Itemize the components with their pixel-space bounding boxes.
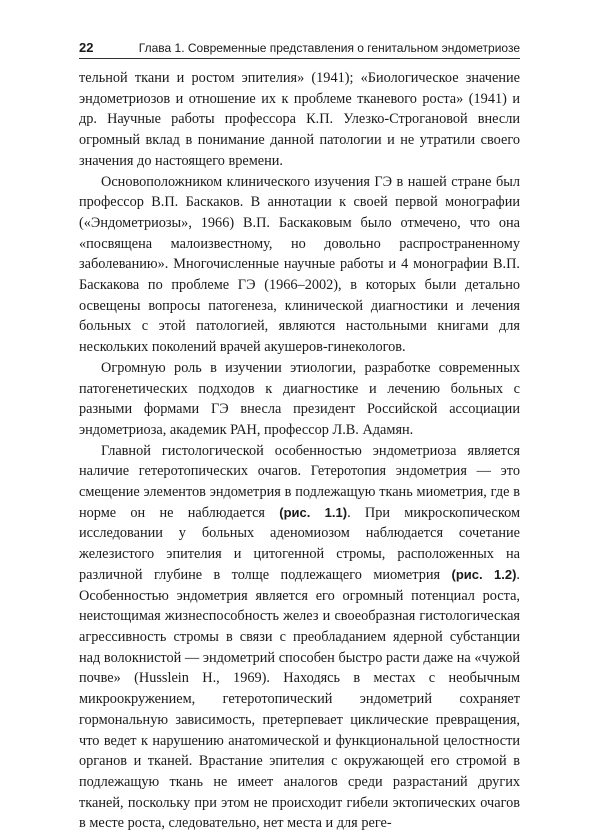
paragraph-histology-part-1: Главной гистологической особенностью эндометриоза является наличие гетеротопических очагов. Гетеротопия эндометрия — это смещение элементов эндометрия в подлежащую ткань миометрия, где в норме он не наблюдается xyxy=(79,442,520,521)
body-text xyxy=(79,68,520,834)
figure-ref-1-2: (рис. 1.2) xyxy=(451,566,517,582)
paragraph-histology-part-2: . При микроскопическом исследовании у больных аденомиозом наблюдается сочетание железистого эпителия и цитогенной стромы, расположенных на различной глубине в толще подлежащего миометрия xyxy=(79,504,521,583)
paragraph-histology-part-3: . Особенностью эндометрия является его огромный потенциал роста, неистощимая жизнеспособность желез и своеобразная гистологическая агрессивность стромы в связи с преобладанием ядерной субстанции над волокнистой — эндометрий способен быстро расти даже на «чужой почве» (Husslein H., 1969). Находясь в местах с необычным микроокружением, гетеротопический эндометрий сохраняет гормональную зависимость, претерпевает циклические превращения, что ведет к нарушению анатомической и функциональной целостности органов и тканей. Врастание эпителия с окружающей его стромой в подлежащую ткань не имеет аналогов среди разрастаний других тканей, поскольку при этом не происходит гибели эктопических очагов в месте роста, следовательно, нет места и для реге- xyxy=(79,566,520,832)
figure-ref-1-1: (рис. 1.1) xyxy=(279,504,348,520)
paragraph-adamyan: Огромную роль в изучении этиологии, разработке современных патогенетических подходов к диагностике и лечению больных с разными формами ГЭ внесла президент Российской ассоциации эндометриоза, академик РАН, профессор Л.В. Адамян. xyxy=(79,359,520,438)
page-header xyxy=(79,38,520,59)
page-number: 22 xyxy=(79,40,94,55)
running-title: Глава 1. Современные представления о генитальном эндометриозе xyxy=(138,41,520,55)
paragraph-baskakov: Основоположником клинического изучения ГЭ в нашей стране был профессор В.П. Баскаков. В аннотации к своей первой монографии («Эндометриозы», 1966) В.П. Баскаковым было отмечено, что она «посвящена малоизвестному, но довольно распространенному заболеванию». Многочисленные научные работы и 4 монографии В.П. Баскакова по проблеме ГЭ (1966–2002), в которых были детально освещены вопросы патогенеза, клинической диагностики и лечения больных с этой патологией, являются настольными книгами для нескольких поколений врачей акушеров-гинекологов. xyxy=(79,173,520,356)
book-page xyxy=(79,0,521,832)
paragraph-continuation: тельной ткани и ростом эпителия» (1941); «Биологическое значение эндометриозов и отношение их к проблеме тканевого роста» (1941) и др. Научные работы профессора К.П. Улезко-Строгановой внесли огромный вклад в понимание данной патологии и не утратили своего значения до настоящего времени. xyxy=(79,70,520,169)
paragraph-histology xyxy=(79,441,520,834)
